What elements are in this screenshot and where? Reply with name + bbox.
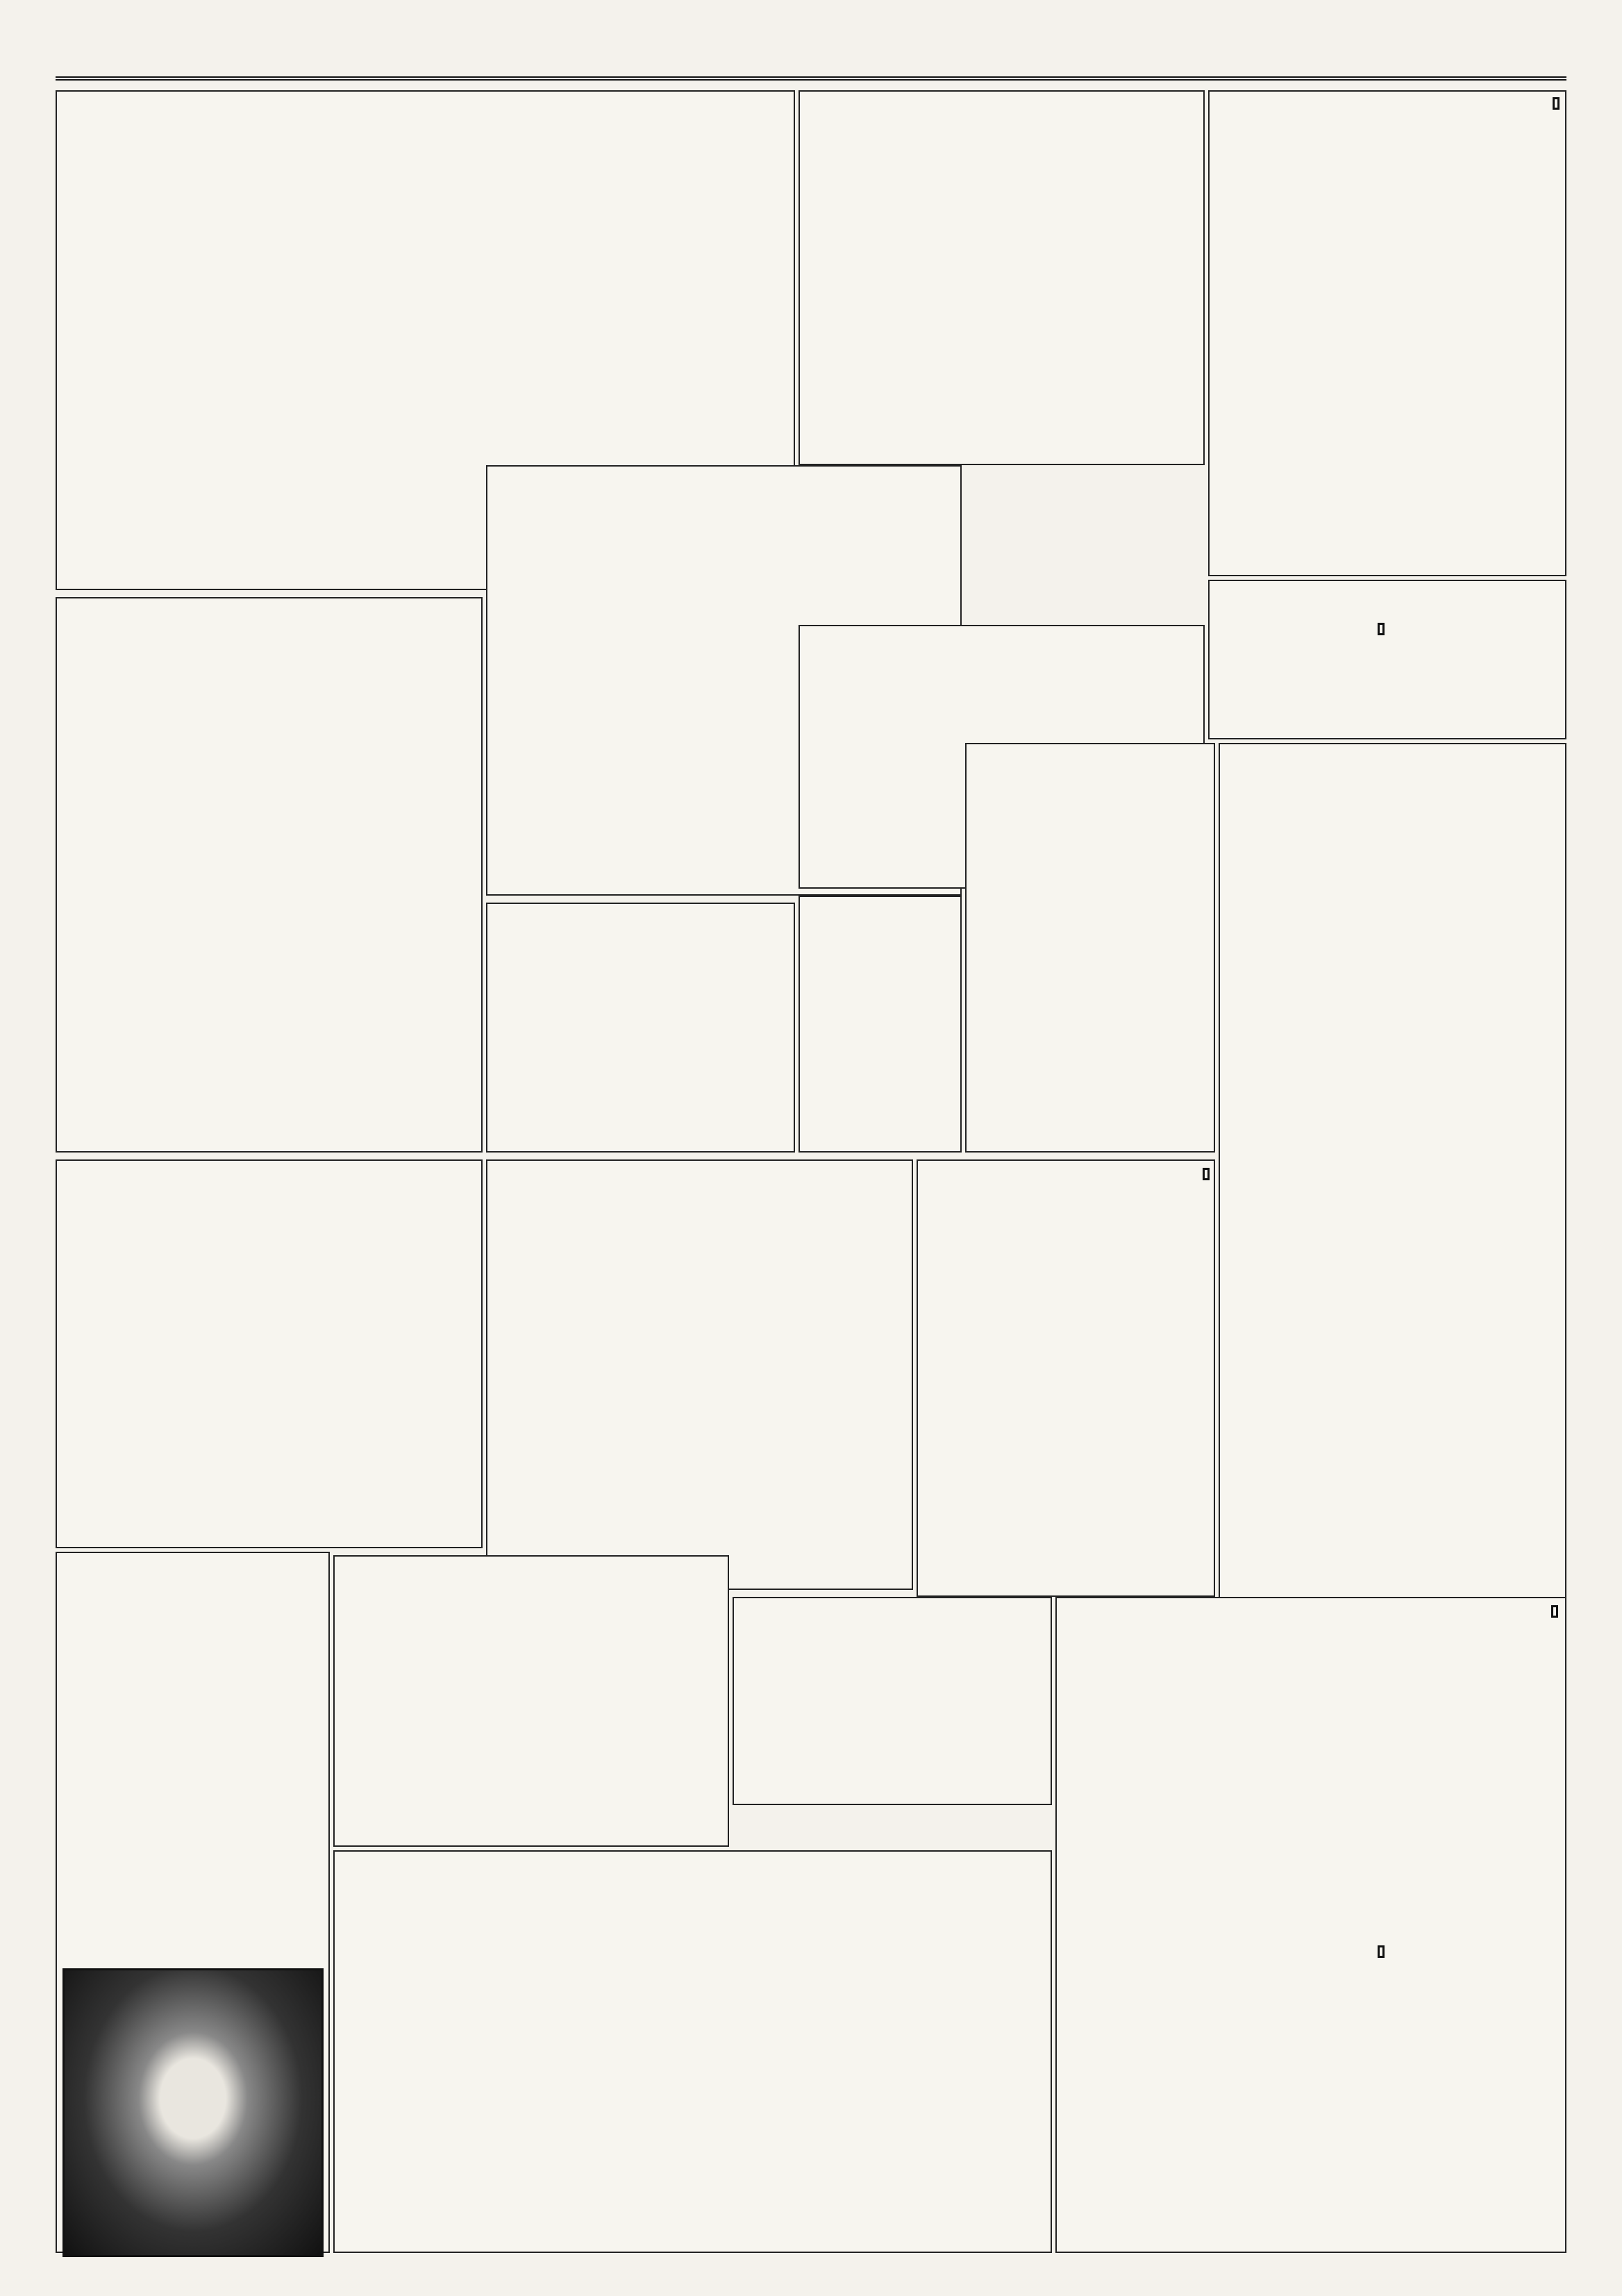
article-body — [808, 99, 1023, 460]
article-body — [1218, 99, 1357, 564]
article-british-armament — [965, 743, 1215, 1153]
article-body — [1225, 751, 1419, 1612]
tag — [1378, 623, 1385, 635]
article-continued-text — [333, 1850, 1052, 2253]
portrait-photo — [62, 1968, 324, 2257]
article-body — [342, 1859, 1044, 2247]
article-us-fleet — [799, 90, 1205, 465]
article-body — [65, 605, 474, 1147]
article-czech-military — [1208, 90, 1566, 576]
article-body — [495, 474, 717, 890]
article-diplomatic-assoc — [56, 1159, 483, 1548]
article-world-peace — [799, 896, 962, 1153]
masthead — [56, 21, 1566, 81]
article-obituary — [333, 1555, 729, 1847]
article-defense-meeting — [917, 1159, 1215, 1597]
kicker — [1553, 97, 1560, 110]
article-body — [65, 99, 391, 578]
article-division-commander — [733, 1597, 1052, 1805]
article-body — [922, 1168, 1033, 1591]
article-body — [974, 751, 1078, 1147]
tag — [1551, 1605, 1558, 1618]
article-student-speech — [1208, 580, 1566, 739]
headline — [1378, 1945, 1385, 1958]
article-memorial — [486, 1159, 913, 1590]
kicker — [1203, 1168, 1210, 1180]
article-farmers-bank — [486, 903, 795, 1153]
article-drama-society — [1055, 1597, 1566, 2253]
article-statement — [1219, 743, 1566, 1618]
article-continued-text — [56, 597, 483, 1153]
